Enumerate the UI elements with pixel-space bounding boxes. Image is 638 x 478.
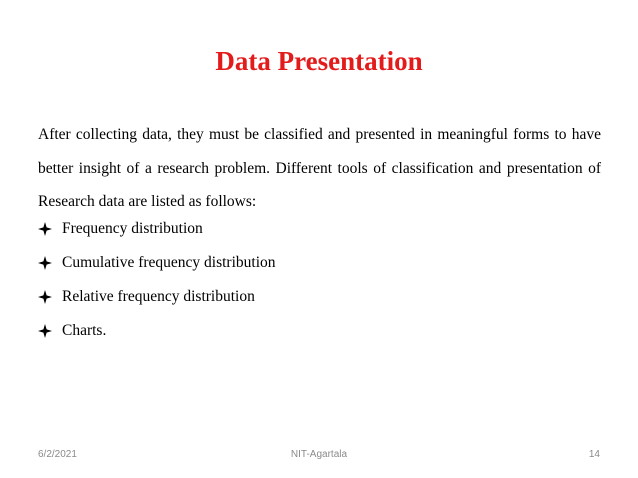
list-item — [38, 212, 601, 246]
bullet-label: Frequency distribution — [62, 220, 203, 237]
bullet-label: Charts. — [62, 322, 107, 339]
footer-institution: NIT-Agartala — [290, 449, 348, 460]
slide-title: Data Presentation — [215, 46, 423, 76]
list-item — [38, 314, 601, 348]
list-item — [38, 280, 601, 314]
diamond-bullet-icon — [38, 256, 52, 270]
bullet-label: Cumulative frequency distribution — [62, 254, 276, 271]
page-number: 14 — [588, 449, 600, 460]
footer-date: 6/2/2021 — [38, 449, 77, 460]
list-item — [38, 246, 601, 280]
intro-paragraph: After collecting data, they must be classified and presented in meaningful forms to have better insight of a research problem. Different tools of classification and presentation of Research data are listed as follows: — [38, 126, 601, 210]
bullet-list — [38, 212, 601, 348]
bullet-label: Relative frequency distribution — [62, 288, 255, 305]
diamond-bullet-icon — [38, 222, 52, 236]
diamond-bullet-icon — [38, 290, 52, 304]
diamond-bullet-icon — [38, 324, 52, 338]
